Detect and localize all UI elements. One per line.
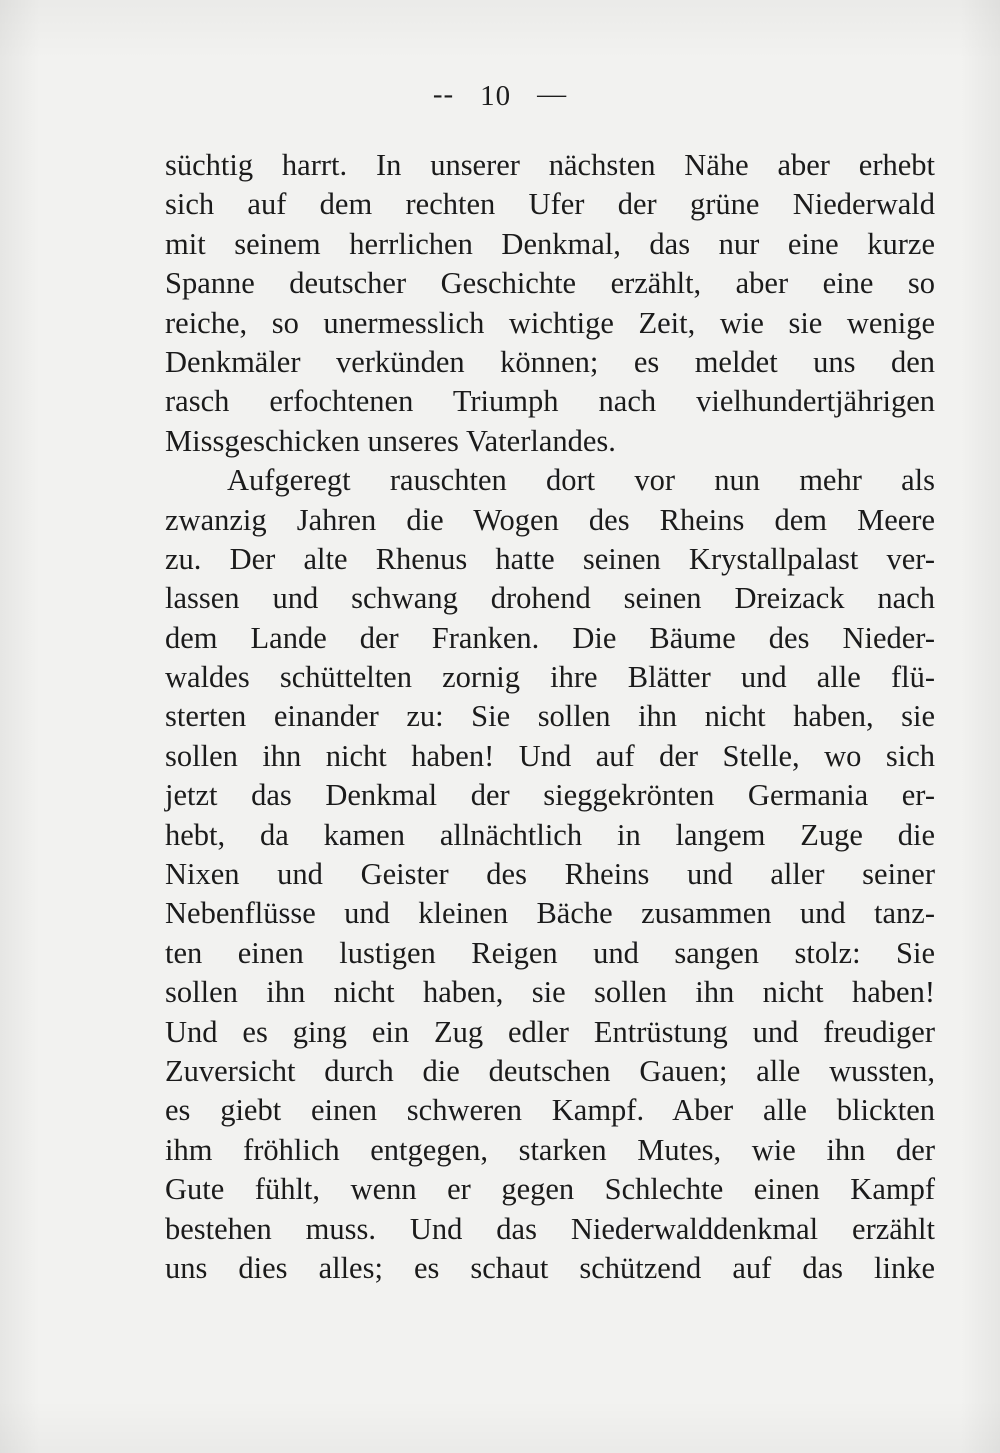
text-line: reiche, so unermesslich wichtige Zeit, wie sie wenige	[165, 305, 935, 340]
text-line: sollen ihn nicht haben! Und auf der Stelle, wo sich	[165, 738, 935, 773]
text-line: Spanne deutscher Geschichte erzählt, aber eine so	[165, 266, 935, 301]
paragraph-start-line: Aufgeregt rauschten dort vor nun mehr als	[227, 463, 935, 498]
text-line: rasch erfochtenen Triumph nach vielhundertjährigen	[165, 384, 935, 419]
text-line: waldes schüttelten zornig ihre Blätter und alle flü-	[165, 660, 935, 695]
text-line: lassen und schwang drohend seinen Dreizack nach	[165, 581, 935, 616]
text-line: sterten einander zu: Sie sollen ihn nicht haben, sie	[165, 699, 935, 734]
text-line: sollen ihn nicht haben, sie sollen ihn nicht haben!	[165, 975, 935, 1010]
text-line: Missgeschicken unseres Vaterlandes.	[165, 423, 616, 458]
text-line: dem Lande der Franken. Die Bäume des Nieder-	[165, 620, 935, 655]
text-line: Gute fühlt, wenn er gegen Schlechte einen Kampf	[165, 1172, 935, 1207]
page-number-dash-left: --	[432, 78, 455, 110]
text-line: bestehen muss. Und das Niederwalddenkmal erzählt	[165, 1211, 935, 1246]
text-line: es giebt einen schweren Kampf. Aber alle blickten	[165, 1093, 935, 1128]
text-line: uns dies alles; es schaut schützend auf das linke	[165, 1250, 935, 1285]
text-line: süchtig harrt. In unserer nächsten Nähe aber erhebt	[165, 148, 935, 182]
text-line: ten einen lustigen Reigen und sangen stolz: Sie	[165, 935, 935, 970]
page-number: 10	[480, 80, 512, 112]
page-number-header	[0, 80, 1000, 113]
text-line: Und es ging ein Zug edler Entrüstung und freudiger	[165, 1014, 935, 1049]
text-line: Nebenflüsse und kleinen Bäche zusammen und tanz-	[165, 896, 935, 931]
text-line: Nixen und Geister des Rheins und aller seiner	[165, 857, 935, 892]
text-line: zwanzig Jahren die Wogen des Rheins dem Meere	[165, 502, 935, 537]
text-line: Zuversicht durch die deutschen Gauen; alle wussten,	[165, 1053, 935, 1088]
text-line: hebt, da kamen allnächtlich in langem Zuge die	[165, 817, 935, 852]
body-text	[165, 146, 935, 1288]
text-line: jetzt das Denkmal der sieggekrönten Germania er-	[165, 778, 935, 813]
text-line: zu. Der alte Rhenus hatte seinen Krystallpalast ver-	[165, 541, 935, 576]
page-number-dash-right: —	[537, 78, 568, 110]
text-line: Denkmäler verkünden können; es meldet uns den	[165, 344, 935, 379]
text-line: mit seinem herrlichen Denkmal, das nur eine kurze	[165, 226, 935, 261]
text-line: sich auf dem rechten Ufer der grüne Niederwald	[165, 187, 935, 222]
text-line: ihm fröhlich entgegen, starken Mutes, wie ihn der	[165, 1132, 935, 1167]
